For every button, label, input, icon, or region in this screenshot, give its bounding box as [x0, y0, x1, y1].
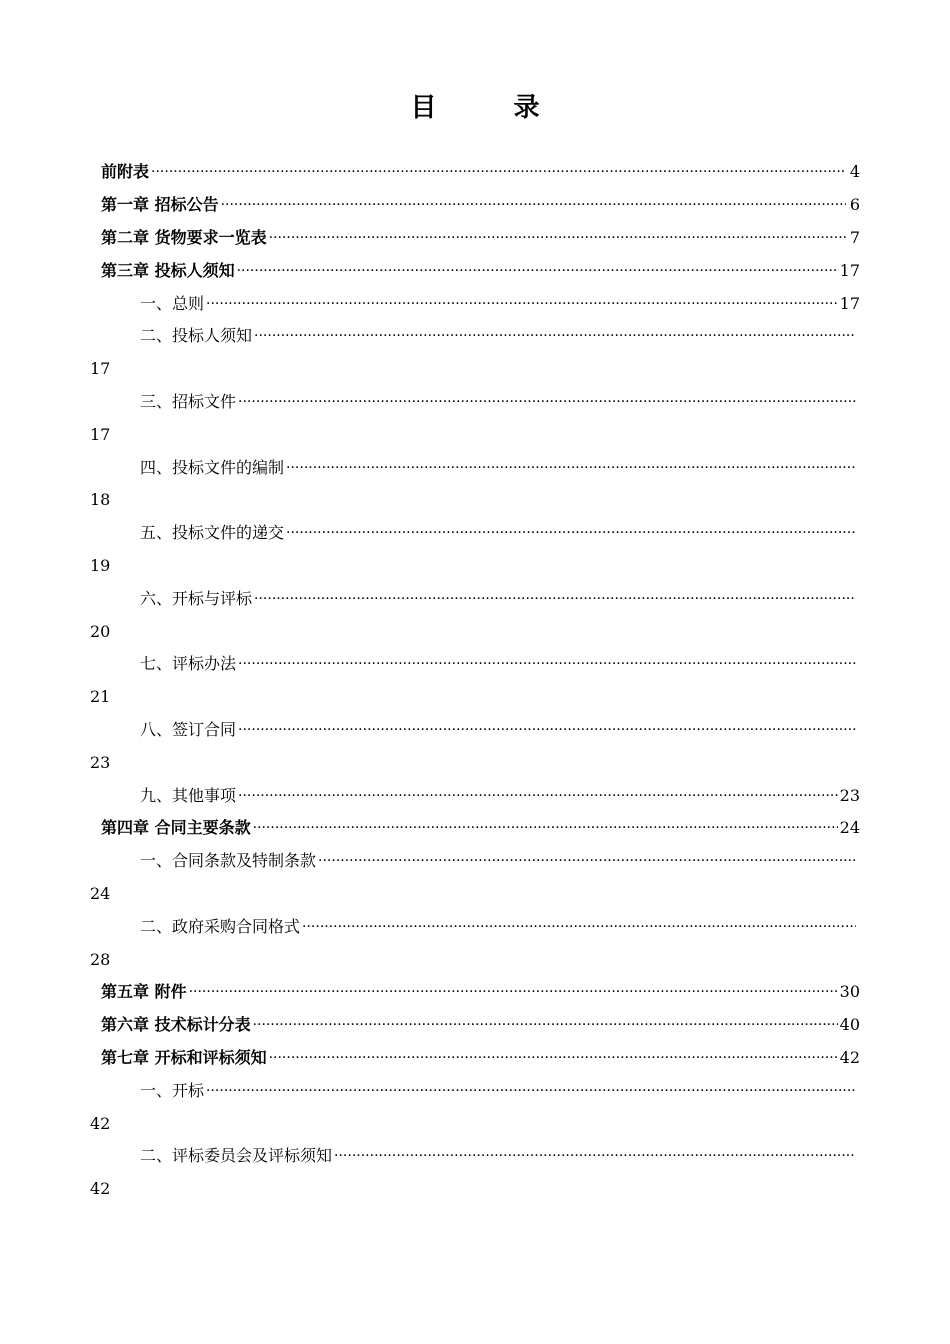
toc-dot-leader — [237, 261, 838, 281]
toc-entry[interactable] — [0, 386, 858, 419]
toc-entry-label: 二、投标人须知 — [140, 326, 253, 346]
toc-dot-leader — [206, 294, 838, 314]
toc-entry-page: 17 — [90, 424, 111, 444]
toc-entry-page-wrapped — [0, 1107, 950, 1140]
toc-dot-leader — [238, 720, 856, 740]
toc-dot-leader — [269, 228, 846, 248]
toc-entry[interactable] — [0, 320, 858, 353]
toc-entry[interactable] — [0, 287, 860, 320]
toc-entry-page: 23 — [839, 785, 860, 805]
toc-entry-label: 一、开标 — [140, 1080, 205, 1100]
toc-entry-label: 前附表 — [101, 162, 150, 182]
toc-entry[interactable] — [0, 910, 858, 943]
toc-dot-leader — [151, 162, 846, 182]
toc-entry-page-wrapped — [0, 943, 950, 976]
toc-dot-leader — [238, 786, 838, 806]
toc-entry-page: 21 — [90, 687, 111, 707]
toc-entry[interactable] — [0, 517, 858, 550]
toc-entry-page-wrapped — [0, 353, 950, 386]
toc-entry-label: 二、评标委员会及评标须知 — [140, 1146, 333, 1166]
toc-entry-label: 第四章 合同主要条款 — [101, 818, 251, 838]
toc-entry-page: 24 — [90, 883, 111, 903]
toc-entry-page: 18 — [90, 490, 111, 510]
toc-entry-page-wrapped — [0, 878, 950, 911]
toc-entry-page-wrapped — [0, 550, 950, 583]
toc-entry[interactable] — [0, 189, 860, 222]
toc-entry-label: 第七章 开标和评标须知 — [101, 1047, 267, 1067]
toc-entry-label: 一、总则 — [140, 293, 205, 313]
toc-entry-page: 42 — [90, 1113, 111, 1133]
toc-entry[interactable] — [0, 451, 858, 484]
toc-dot-leader — [206, 1081, 856, 1101]
toc-entry[interactable] — [0, 1042, 860, 1075]
toc-dot-leader — [238, 392, 856, 412]
toc-entry-page: 20 — [90, 621, 111, 641]
toc-entry[interactable] — [0, 254, 860, 287]
toc-entry-page-wrapped — [0, 681, 950, 714]
toc-dot-leader — [334, 1146, 856, 1166]
toc-entry[interactable] — [0, 1009, 860, 1042]
table-of-contents — [0, 156, 950, 1206]
toc-entry-page: 30 — [839, 982, 860, 1002]
toc-entry-label: 一、合同条款及特制条款 — [140, 851, 317, 871]
toc-entry-page: 24 — [839, 818, 860, 838]
toc-entry-page: 23 — [90, 752, 111, 772]
toc-entry-label: 第一章 招标公告 — [101, 195, 219, 215]
toc-entry[interactable] — [0, 1074, 858, 1107]
page-title: 目 录 — [410, 93, 574, 123]
toc-entry-page-wrapped — [0, 418, 950, 451]
toc-entry-label: 第五章 附件 — [101, 982, 187, 1002]
toc-entry-page: 19 — [90, 555, 111, 575]
toc-entry-page: 7 — [849, 227, 860, 247]
toc-dot-leader — [302, 917, 856, 937]
toc-dot-leader — [221, 195, 846, 215]
toc-entry-page: 40 — [839, 1015, 860, 1035]
toc-entry-page: 17 — [839, 260, 860, 280]
toc-dot-leader — [254, 326, 856, 346]
toc-entry-label: 九、其他事项 — [140, 785, 237, 805]
toc-dot-leader — [318, 851, 856, 871]
toc-entry[interactable] — [0, 714, 858, 747]
toc-dot-leader — [269, 1048, 838, 1068]
toc-entry-label: 八、签订合同 — [140, 719, 237, 739]
toc-entry-page: 17 — [90, 359, 111, 379]
toc-dot-leader — [286, 523, 856, 543]
toc-entry[interactable] — [0, 976, 860, 1009]
toc-entry[interactable] — [0, 156, 860, 189]
toc-dot-leader — [286, 458, 856, 478]
toc-entry-page: 42 — [90, 1179, 111, 1199]
toc-entry-label: 三、招标文件 — [140, 391, 237, 411]
toc-dot-leader — [254, 589, 856, 609]
toc-entry-label: 四、投标文件的编制 — [140, 457, 285, 477]
toc-entry-page-wrapped — [0, 615, 950, 648]
toc-entry-page: 28 — [90, 949, 111, 969]
toc-entry-page: 42 — [839, 1047, 860, 1067]
toc-entry[interactable] — [0, 812, 860, 845]
toc-dot-leader — [238, 654, 856, 674]
toc-entry-label: 二、政府采购合同格式 — [140, 916, 301, 936]
toc-entry-label: 第三章 投标人须知 — [101, 260, 235, 280]
toc-entry-label: 七、评标办法 — [140, 654, 237, 674]
toc-entry-page: 6 — [849, 195, 860, 215]
toc-entry-page: 4 — [849, 162, 860, 182]
toc-entry-label: 六、开标与评标 — [140, 588, 253, 608]
toc-entry[interactable] — [0, 845, 858, 878]
toc-entry[interactable] — [0, 1140, 858, 1173]
toc-entry-page-wrapped — [0, 746, 950, 779]
toc-entry[interactable] — [0, 222, 860, 255]
toc-entry-page-wrapped — [0, 1173, 950, 1206]
toc-dot-leader — [189, 982, 838, 1002]
toc-entry-label: 五、投标文件的递交 — [140, 523, 285, 543]
toc-entry[interactable] — [0, 582, 858, 615]
toc-entry[interactable] — [0, 779, 860, 812]
toc-entry-page: 17 — [839, 293, 860, 313]
toc-entry-label: 第六章 技术标计分表 — [101, 1015, 251, 1035]
toc-entry-label: 第二章 货物要求一览表 — [101, 227, 267, 247]
toc-dot-leader — [253, 818, 838, 838]
toc-entry-page-wrapped — [0, 484, 950, 517]
toc-dot-leader — [253, 1015, 838, 1035]
toc-entry[interactable] — [0, 648, 858, 681]
